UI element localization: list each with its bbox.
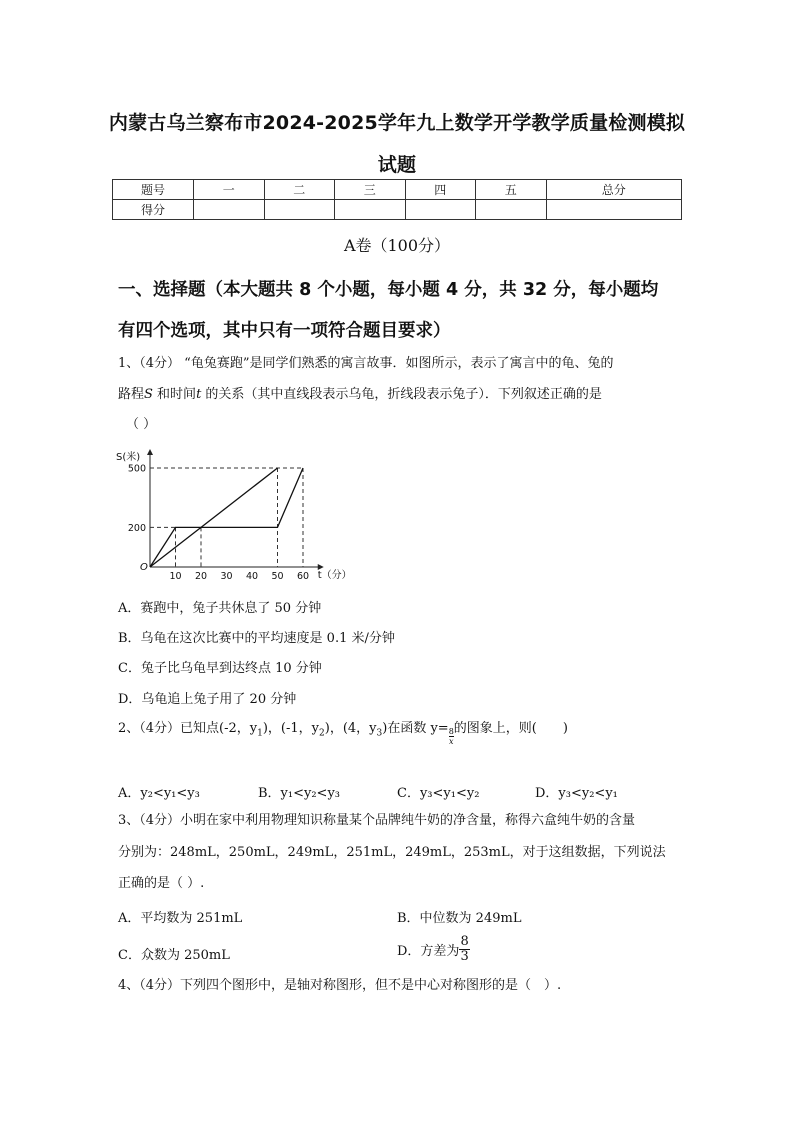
q3-option-d-label: D．方差为 bbox=[397, 944, 460, 959]
q2-frac-den: x bbox=[448, 737, 454, 746]
score-header-cell: 二 bbox=[264, 180, 335, 200]
x-tick-label: 40 bbox=[245, 571, 259, 582]
q1-option-d: D．乌龟追上兔子用了 20 分钟 bbox=[118, 692, 297, 707]
score-header-cell: 总分 bbox=[546, 180, 682, 200]
q4-text-line1: 4、（4分）下列四个图形中，是轴对称图形，但不是中心对称图形的是（ ）. bbox=[118, 978, 562, 993]
q1-option-c: C．兔子比乌龟早到达终点 10 分钟 bbox=[118, 661, 322, 676]
page-title-line2: 试题 bbox=[377, 154, 417, 176]
page-title: 内蒙古乌兰察布市2024-2025学年九上数学开学教学质量检测模拟 bbox=[108, 112, 686, 134]
score-cell bbox=[405, 200, 476, 220]
q3-text-line1: 3、（4分）小明在家中利用物理知识称量某个品牌纯牛奶的净含量，称得六盒纯牛奶的含量 bbox=[118, 813, 636, 828]
tortoise-line bbox=[150, 468, 278, 567]
x-tick-label: 20 bbox=[194, 571, 208, 582]
q3-text-line3: 正确的是（ ）. bbox=[118, 876, 205, 891]
q3-option-a: A．平均数为 251mL bbox=[118, 911, 243, 926]
score-header-cell: 一 bbox=[194, 180, 265, 200]
q2-option-d: D．y₃<y₂<y₁ bbox=[535, 786, 618, 801]
q3-frac-num: 8 bbox=[460, 934, 469, 949]
y-tick-label: 500 bbox=[127, 463, 146, 475]
q1-answer-paren: （ ） bbox=[126, 417, 157, 432]
q2-sub: 3 bbox=[376, 728, 383, 739]
y-axis-label: S(米) bbox=[116, 452, 141, 463]
score-header-cell: 题号 bbox=[113, 180, 194, 200]
score-table bbox=[112, 179, 682, 220]
score-header-cell: 五 bbox=[476, 180, 547, 200]
q1-text: 和时间 bbox=[152, 387, 197, 402]
score-cell bbox=[335, 200, 406, 220]
q3-option-b: B．中位数为 249mL bbox=[397, 911, 522, 926]
x-tick-label: 10 bbox=[169, 571, 182, 582]
score-table-score-row bbox=[113, 200, 682, 220]
race-chart bbox=[110, 445, 360, 585]
q3-frac-den: 3 bbox=[460, 949, 469, 964]
score-cell bbox=[194, 200, 265, 220]
score-header-cell: 三 bbox=[335, 180, 406, 200]
q2-text-part: 的图象上，则( ) bbox=[453, 721, 568, 736]
q3-option-c: C．众数为 250mL bbox=[118, 948, 230, 963]
q2-text bbox=[118, 721, 568, 746]
var-t: t bbox=[196, 387, 202, 402]
score-cell bbox=[546, 200, 682, 220]
x-axis-label: t（分） bbox=[317, 570, 352, 581]
q3-variance-fraction bbox=[459, 935, 469, 964]
q2-text-part: )在函数 y= bbox=[382, 721, 449, 736]
x-tick-label: 50 bbox=[271, 571, 284, 582]
q2-option-b: B．y₁<y₂<y₃ bbox=[258, 786, 341, 801]
q1-text: 的关系（其中直线段表示乌龟，折线段表示兔子）．下列叙述正确的是 bbox=[201, 387, 602, 402]
y-tick-label: 200 bbox=[127, 522, 146, 534]
var-s: S bbox=[144, 387, 153, 402]
score-cell bbox=[264, 200, 335, 220]
score-table-header-row bbox=[113, 180, 682, 200]
q1-text-line1: 1、（4分） “龟兔赛跑”是同学们熟悉的寓言故事．如图所示，表示了寓言中的龟、兔的 bbox=[118, 356, 614, 371]
q2-option-a: A．y₂<y₁<y₃ bbox=[118, 786, 200, 801]
origin-label: O bbox=[140, 562, 148, 573]
x-tick-label: 60 bbox=[296, 571, 310, 582]
q1-option-b: B．乌龟在这次比赛中的平均速度是 0.1 米/分钟 bbox=[118, 631, 395, 646]
q3-text-line2: 分别为：248mL，250mL，249mL，251mL，249mL，253mL，对于这组数据，下列说法 bbox=[118, 845, 666, 860]
q2-frac-num: 8 bbox=[448, 727, 454, 736]
q1-text-line2 bbox=[118, 387, 602, 403]
q2-text-part: 2、（4分）已知点(-2，y bbox=[118, 721, 258, 736]
q2-text-part: )，(4，y bbox=[324, 721, 377, 736]
q1-text: 路程 bbox=[118, 387, 145, 402]
score-header-cell: 四 bbox=[405, 180, 476, 200]
x-tick-label: 30 bbox=[220, 571, 233, 582]
q2-sub: 2 bbox=[319, 728, 325, 739]
q2-sub: 1 bbox=[257, 728, 263, 739]
score-row-label: 得分 bbox=[113, 200, 194, 220]
q2-option-c: C．y₃<y₁<y₂ bbox=[397, 786, 480, 801]
section1-heading: 一、选择题（本大题共 8 个小题，每小题 4 分，共 32 分，每小题均 bbox=[118, 280, 659, 300]
chart-plot bbox=[116, 449, 352, 582]
q3-option-d bbox=[397, 935, 470, 964]
score-cell bbox=[476, 200, 547, 220]
q2-text-part: )，(-1，y bbox=[262, 721, 320, 736]
section1-heading-line2: 有四个选项，其中只有一项符合题目要求） bbox=[118, 321, 451, 341]
q1-option-a: A．赛跑中，兔子共休息了 50 分钟 bbox=[118, 601, 322, 616]
y-axis-arrow bbox=[147, 449, 153, 455]
hare-line bbox=[150, 468, 303, 567]
section-heading-a: A卷（100分） bbox=[343, 236, 451, 255]
